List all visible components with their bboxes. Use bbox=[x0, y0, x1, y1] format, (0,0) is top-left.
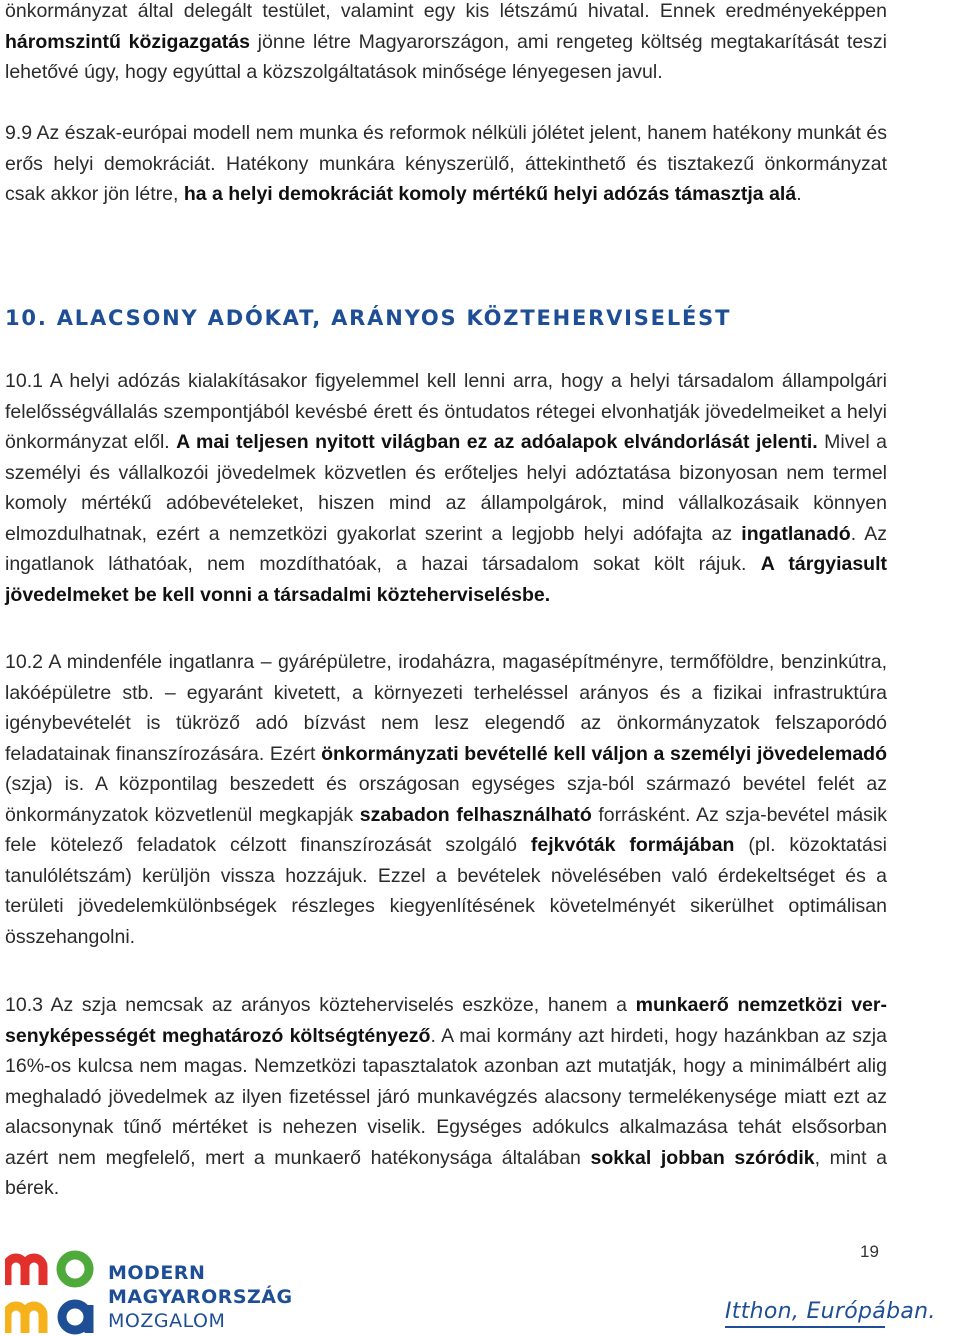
bold-text-run: szabadon felhasználható bbox=[359, 803, 592, 826]
text-run: önkormányzat által delegált testület, valamint egy kis létszámú hivatal. Ennek eredményeképpen bbox=[5, 0, 887, 22]
logo-line-modern: MODERN bbox=[108, 1262, 206, 1284]
paragraph-intro bbox=[5, 0, 887, 88]
text-run: 10.2 A mindenféle ingatlanra – gyárépületre, irodaházra, magasépítményre, termőföldre, benzinkútra, lakóépületre stb. – egyaránt kivetett, a környezeti terheléssel arányos és a fizikai infrastruktúra igénybevételét is tükröző adó bízvást nem lesz elegendő az önkormányzatok felszaporódó feladatainak finanszírozására. Ezért bbox=[5, 651, 887, 765]
bold-text-run: háromszintű közigazgatás bbox=[5, 30, 250, 53]
tagline: Itthon, Európában. bbox=[725, 1299, 936, 1324]
bold-text-run: ingatlanadó bbox=[741, 522, 851, 545]
logo-line-magyarorszag: MAGYARORSZÁG bbox=[108, 1286, 293, 1308]
bold-text-run: sokkal jobban szóródik bbox=[590, 1146, 815, 1169]
bold-text-run: fejkvóták formájában bbox=[530, 834, 735, 856]
text-run: jönne létre Magyarországon, ami rengeteg költség megtakarítását teszi lehetővé úgy, hogy egyúttal a közszolgáltatások minősége lényegesen javul. bbox=[5, 30, 888, 83]
text-run: . bbox=[796, 183, 802, 205]
logo-line-mozgalom: MOZGALOM bbox=[108, 1310, 226, 1332]
bold-text-run: A mai teljesen nyitott világban ez az adóalapok elvándorlását jelenti. bbox=[176, 431, 818, 453]
mmm-logo-mark-icon bbox=[5, 1245, 101, 1335]
text-run: . Az ingatlanok láthatóak, nem mozdíthatóak, a hazai társadalom sokat költ rájuk. bbox=[5, 522, 887, 575]
paragraph-10-3 bbox=[5, 990, 887, 1204]
text-run: (szja) is. A központilag beszedett és országosan egységes szja-ból származó bevétel felét az önkormányzatok közvetlenül megkapják bbox=[5, 773, 887, 826]
bold-text-run: munkaerő nemzetközi versenyképességét meghatározó költségtényező bbox=[5, 994, 887, 1047]
text-run: 10.1 A helyi adózás kialakításakor figyelemmel kell lenni arra, hogy a helyi társadalom állampolgári felelősségvállalás szempontjából kevésbé érett és öntudatos rétegei elvonhatják jövedelmeiket a helyi önkormányzat elől. bbox=[5, 370, 887, 453]
bold-text-run: ha a helyi demokráciát komoly mértékű helyi adózás támasztja alá bbox=[183, 183, 797, 205]
page-number: 19 bbox=[860, 1242, 879, 1261]
text-run: 9.9 Az észak-európai modell nem munka és reformok nélküli jólétet jelent, hanem hatékony munkát és erős helyi demokráciát. Hatékony munkára kényszerülő, áttekinthető és tisztakezű önkormányzat csak akkor jön létre, bbox=[5, 122, 887, 205]
mmm-logo bbox=[5, 1245, 305, 1335]
text-run: 10.3 Az szja nemcsak az arányos közteherviselés eszköze, hanem a bbox=[5, 994, 636, 1016]
logo-wordmark bbox=[108, 1261, 293, 1333]
text-run: (pl. közoktatási tanulólétszám) kerüljön vissza hozzájuk. Ezzel a bevételek növelésében való érdekeltséget és a területi jövedelemkülönbségek részleges kiegyenlítésének követelményét sikerülhet optimálisan összehangolni. bbox=[5, 834, 887, 948]
tagline-underline bbox=[725, 1326, 885, 1328]
text-run: Mivel a személyi és vállalkozói jövedelmek közvetlen és erőteljes helyi adóztatása bizonyosan nem termel komoly mértékű adóbevételeket, hiszen mind az állampolgárok, mind vállalkozásaik könnyen elmozdulhatnak, ezért a nemzetközi gyakorlat szerint a legjobb helyi adófajta az bbox=[5, 431, 887, 545]
paragraph-9-9 bbox=[5, 118, 887, 210]
section-heading: 10. ALACSONY ADÓKAT, ARÁNYOS KÖZTEHERVISELÉST bbox=[5, 306, 732, 330]
bold-text-run: önkormányzati bevétellé kell váljon a személyi jövedelemadó bbox=[321, 742, 887, 765]
paragraph-10-2 bbox=[5, 647, 887, 952]
paragraph-10-1 bbox=[5, 366, 887, 610]
bold-text-run: A tárgyiasult jövedelmeket be kell vonni a társadalmi közteherviselésbe. bbox=[5, 553, 888, 606]
text-run: . A mai kormány azt hirdeti, hogy hazánkban az szja 16%-os kulcsa nem magas. Nemzetközi tapasztalatok azonban azt mutatják, hogy a minimálbért alig meghaladó jövedelmek az ilyen fizetéssel járó munkavégzés alacsony termelékenysége miatt ezt az alacsonynak tűnő mértéket is nehezen viselik. Egységes adókulcs alkalmazása tehát elsősorban azért nem megfelelő, mert a munkaerő hatékonysága általában bbox=[5, 1024, 887, 1169]
text-run: forrásként. Az szja-bevétel másik fele kötelező feladatok célzott finanszírozását szolgáló bbox=[5, 803, 888, 856]
text-run: , mint a bérek. bbox=[5, 1146, 888, 1199]
